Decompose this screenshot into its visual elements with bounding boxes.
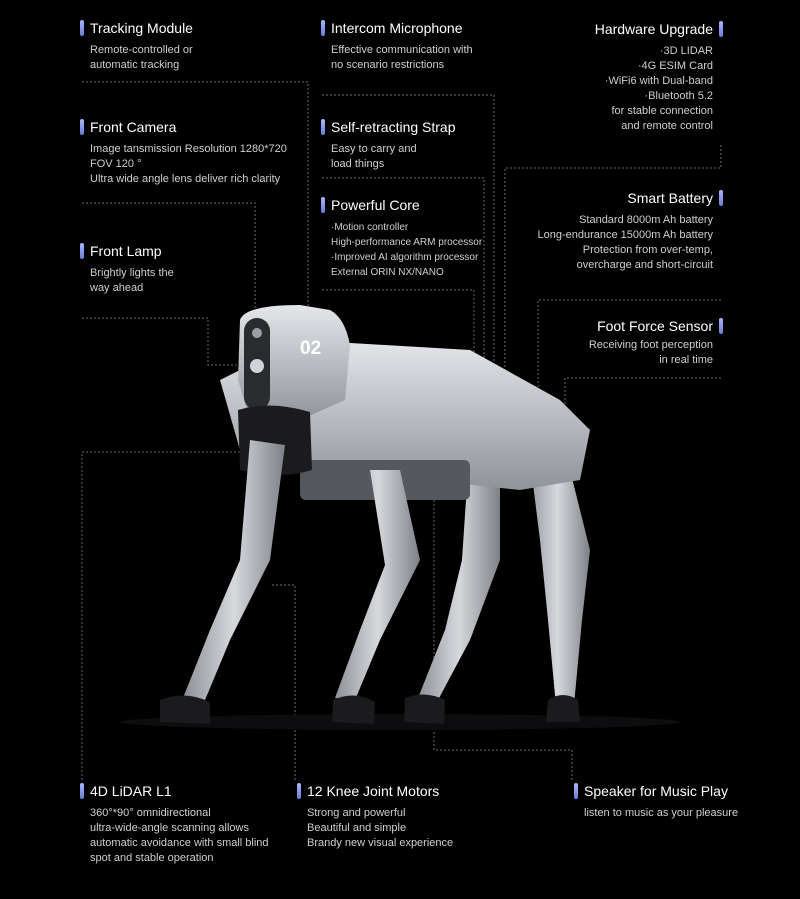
feature-desc-line: Ultra wide angle lens deliver rich clarity <box>90 173 281 185</box>
feature-desc-line: ·WiFi6 with Dual-band <box>604 75 713 87</box>
feature-title: Tracking Module <box>90 20 193 36</box>
feature-desc-line: and remote control <box>621 120 713 132</box>
feature-desc-line: Standard 8000m Ah battery <box>579 214 713 226</box>
feature-title: 4D LiDAR L1 <box>90 783 172 799</box>
feature-tracking-module <box>90 19 193 73</box>
accent-marker <box>321 20 325 36</box>
accent-marker <box>80 783 84 799</box>
feature-desc-line: Long-endurance 15000m Ah battery <box>537 229 713 241</box>
feature-desc-line: 360°*90° omnidirectional <box>90 807 211 819</box>
feature-desc-line: ·3D LIDAR <box>659 45 713 57</box>
feature-desc-line: Receiving foot perception <box>588 339 713 351</box>
accent-marker <box>297 783 301 799</box>
feature-desc-line: External ORIN NX/NANO <box>331 267 444 278</box>
feature-title: Smart Battery <box>627 190 713 206</box>
feature-desc-line: FOV 120 ° <box>90 158 142 170</box>
feature-front-camera <box>90 118 287 187</box>
feature-title: Intercom Microphone <box>331 20 463 36</box>
feature-desc-line: Strong and powerful <box>307 807 406 819</box>
feature-desc-line: overcharge and short-circuit <box>576 259 713 271</box>
feature-desc-line: Image tansmission Resolution 1280*720 <box>90 143 287 155</box>
feature-title: Powerful Core <box>331 197 420 213</box>
feature-desc-line: Remote-controlled or <box>90 44 193 56</box>
feature-title: Hardware Upgrade <box>594 21 713 37</box>
accent-marker <box>80 119 84 135</box>
feature-desc-line: Easy to carry and <box>331 143 417 155</box>
feature-smart-battery <box>537 189 713 273</box>
feature-desc-line: High-performance ARM processor <box>331 237 483 248</box>
feature-desc-line: Effective communication with <box>331 44 473 56</box>
accent-marker <box>321 197 325 213</box>
feature-desc-line: ·Bluetooth 5.2 <box>644 90 713 102</box>
feature-title: 12 Knee Joint Motors <box>307 783 440 799</box>
feature-hardware-upgrade <box>595 20 713 134</box>
feature-desc-line: ·Improved AI algorithm processor <box>331 252 479 263</box>
feature-desc-line: ·Motion controller <box>331 222 409 233</box>
feature-title: Front Lamp <box>90 243 162 259</box>
feature-desc-line: way ahead <box>90 282 144 294</box>
feature-desc-line: no scenario restrictions <box>331 59 445 71</box>
feature-title: Speaker for Music Play <box>584 783 728 799</box>
feature-speaker <box>584 782 738 821</box>
feature-desc-line: listen to music as your pleasure <box>584 807 739 819</box>
accent-marker <box>80 20 84 36</box>
robot-body-number: 02 <box>300 338 322 359</box>
feature-front-lamp <box>90 242 174 296</box>
feature-desc-line: load things <box>331 158 385 170</box>
accent-marker <box>719 21 723 37</box>
feature-self-retracting-strap <box>331 118 456 172</box>
feature-desc-line: Brandy new visual experience <box>307 837 454 849</box>
accent-marker <box>321 119 325 135</box>
feature-lidar-l1 <box>90 782 269 866</box>
feature-desc-line: ultra-wide-angle scanning allows <box>90 822 249 834</box>
feature-desc-line: Brightly lights the <box>90 267 174 279</box>
feature-desc-line: Protection from over-temp, <box>582 244 713 256</box>
feature-desc-line: automatic tracking <box>90 59 180 71</box>
accent-marker <box>719 318 723 334</box>
feature-powerful-core <box>331 196 482 280</box>
accent-marker <box>719 190 723 206</box>
feature-title: Self-retracting Strap <box>331 119 456 135</box>
feature-intercom-microphone <box>331 19 473 73</box>
feature-title: Foot Force Sensor <box>597 318 713 334</box>
accent-marker <box>574 783 578 799</box>
accent-marker <box>80 243 84 259</box>
feature-desc-line: ·4G ESIM Card <box>637 60 713 72</box>
feature-desc-line: for stable connection <box>611 105 713 117</box>
feature-desc-line: spot and stable operation <box>90 852 214 864</box>
feature-desc-line: automatic avoidance with small blind <box>90 837 269 849</box>
feature-knee-joint-motors <box>307 782 453 851</box>
feature-desc-line: Beautiful and simple <box>307 822 407 834</box>
feature-foot-force-sensor <box>589 317 713 368</box>
feature-title: Front Camera <box>90 119 177 135</box>
feature-desc-line: in real time <box>659 354 713 366</box>
